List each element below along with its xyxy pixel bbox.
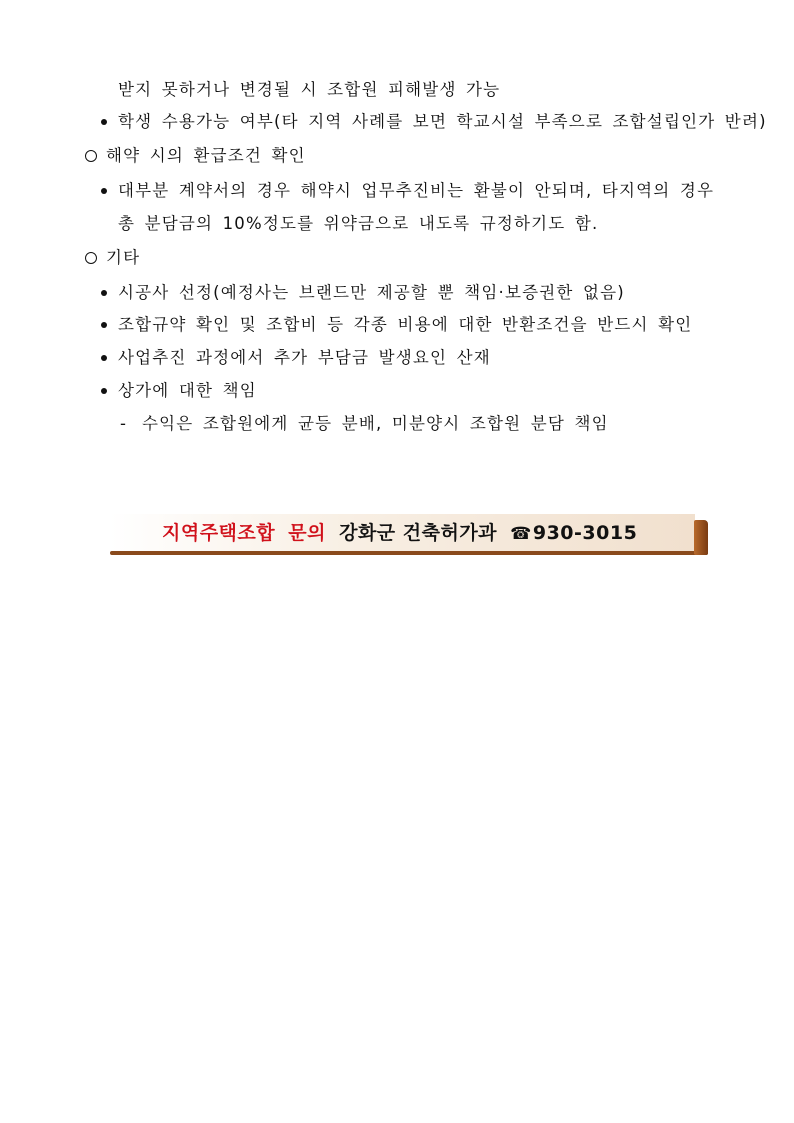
- phone-icon: ☎: [510, 524, 532, 544]
- body-line-2: 학생 수용가능 여부(타 지역 사례를 보면 학교시설 부족으로 조합설립인가 반려): [118, 112, 767, 131]
- body-line-6: 조합규약 확인 및 조합비 등 각종 비용에 대한 반환조건을 반드시 확인: [118, 315, 693, 334]
- dash-marker: -: [120, 414, 126, 433]
- banner-inquiry: 문의: [288, 522, 326, 544]
- bullet-icon: [101, 290, 107, 296]
- body-line-5: 시공사 선정(예정사는 브랜드만 제공할 뿐 책임·보증권한 없음): [118, 283, 625, 302]
- body-line-9: 수익은 조합원에게 균등 분배, 미분양시 조합원 분담 책임: [142, 414, 609, 433]
- body-line-1: 받지 못하거나 변경될 시 조합원 피해발생 가능: [118, 80, 501, 99]
- circle-marker-icon: [85, 150, 97, 162]
- body-line-3: 대부분 계약서의 경우 해약시 업무추진비는 환불이 안되며, 타지역의 경우: [118, 181, 715, 200]
- section-heading-refund: 해약 시의 환급조건 확인: [106, 146, 306, 165]
- body-line-7: 사업추진 과정에서 추가 부담금 발생요인 산재: [118, 348, 491, 367]
- bullet-icon: [101, 188, 107, 194]
- body-line-8: 상가에 대한 책임: [118, 381, 257, 400]
- banner-text: [162, 518, 637, 545]
- banner-underline: [110, 551, 708, 555]
- banner-phone-number: 930-3015: [532, 522, 638, 544]
- bullet-icon: [101, 119, 107, 125]
- banner-tab: [694, 520, 708, 555]
- section-heading-etc: 기타: [106, 248, 141, 267]
- circle-marker-icon: [85, 252, 97, 264]
- bullet-icon: [101, 322, 107, 328]
- body-line-4: 총 분담금의 10%정도를 위약금으로 내도록 규정하기도 함.: [118, 214, 599, 233]
- bullet-icon: [101, 355, 107, 361]
- banner-title: 지역주택조합: [162, 522, 276, 544]
- bullet-icon: [101, 388, 107, 394]
- banner-department: 강화군 건축허가과: [339, 522, 498, 544]
- contact-banner: [110, 512, 710, 558]
